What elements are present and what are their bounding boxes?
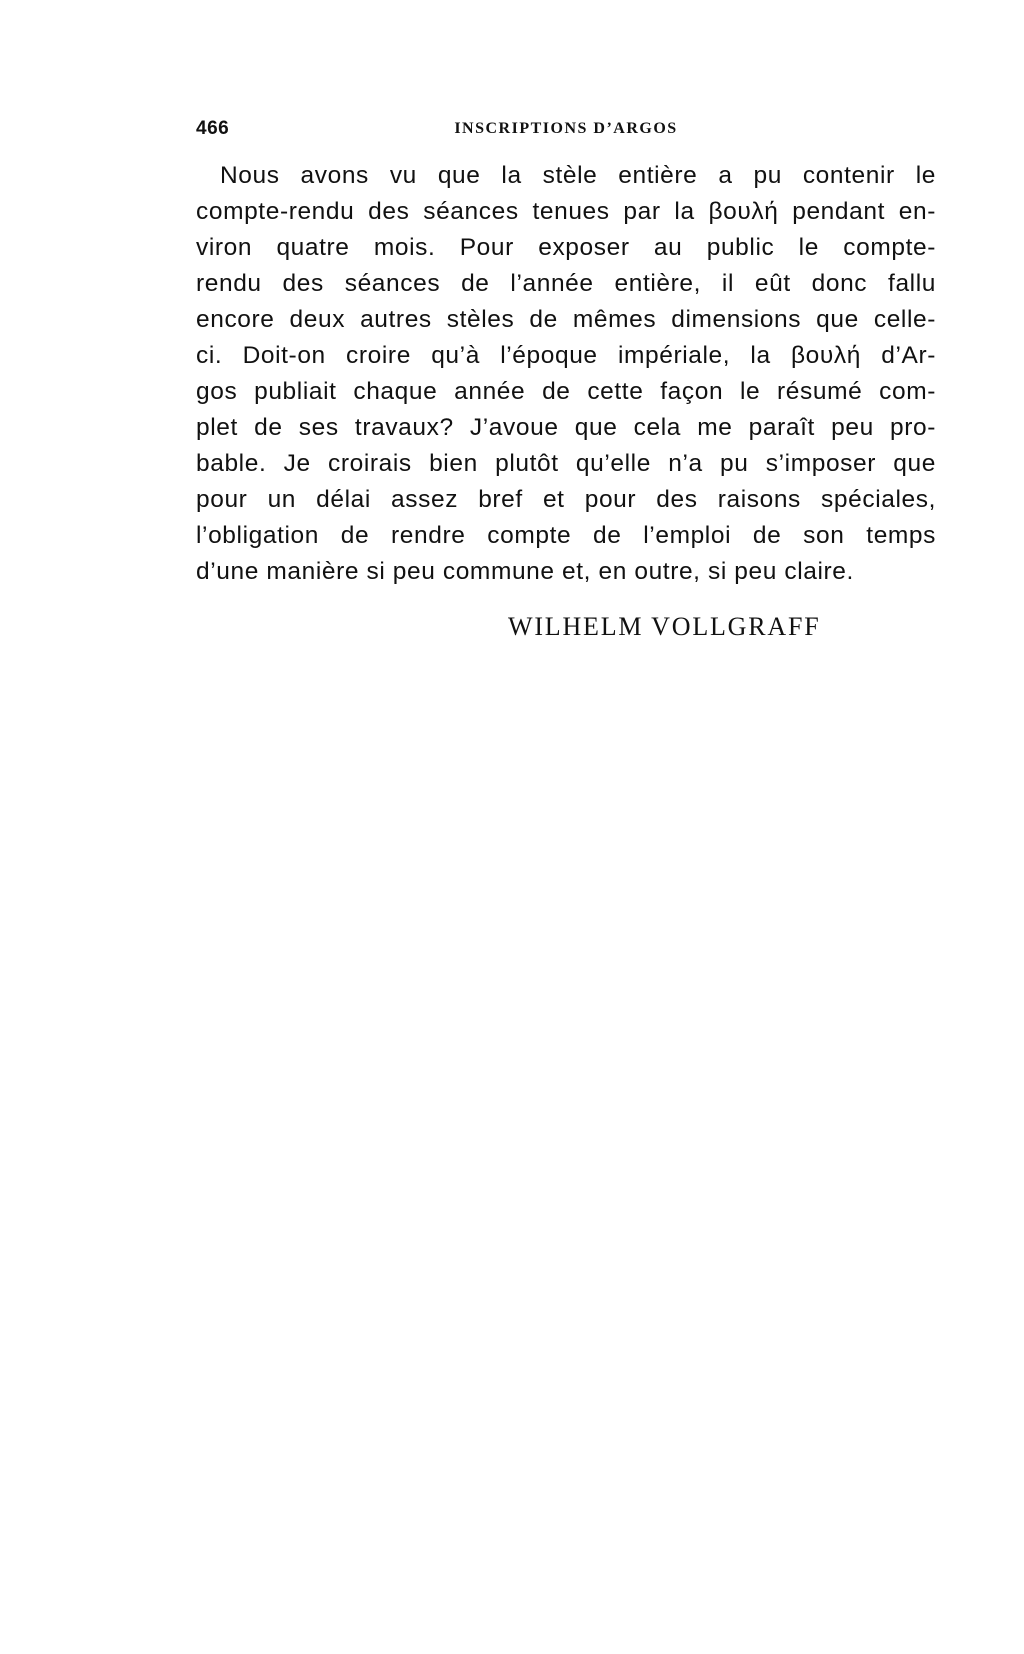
text-line: viron quatre mois. Pour exposer au public le compte- [196, 234, 936, 261]
page-number: 466 [196, 118, 230, 139]
text-line: compte-rendu des séances tenues par la βουλή pendant en- [196, 198, 936, 225]
text-line: Nous avons vu que la stèle entière a pu contenir le [220, 162, 936, 189]
page-header [196, 118, 936, 148]
text-line: rendu des séances de l’année entière, il eût donc fallu [196, 270, 936, 297]
text-line: encore deux autres stèles de mêmes dimensions que celle- [196, 306, 936, 333]
text-line: ci. Doit-on croire qu’à l’époque impériale, la βουλή d’Ar- [196, 342, 936, 369]
text-line: pour un délai assez bref et pour des raisons spéciales, [196, 486, 936, 513]
running-head: INSCRIPTIONS D’ARGOS [454, 120, 678, 137]
author-signature: WILHELM VOLLGRAFF [508, 612, 821, 641]
text-line: bable. Je croirais bien plutôt qu’elle n’a pu s’imposer que [196, 450, 936, 477]
text-line: l’obligation de rendre compte de l’emploi de son temps [196, 522, 936, 549]
text-line: plet de ses travaux? J’avoue que cela me paraît peu pro- [196, 414, 936, 441]
body-paragraph [196, 158, 936, 590]
text-line: d’une manière si peu commune et, en outre, si peu claire. [196, 558, 854, 585]
text-line: gos publiait chaque année de cette façon le résumé com- [196, 378, 936, 405]
